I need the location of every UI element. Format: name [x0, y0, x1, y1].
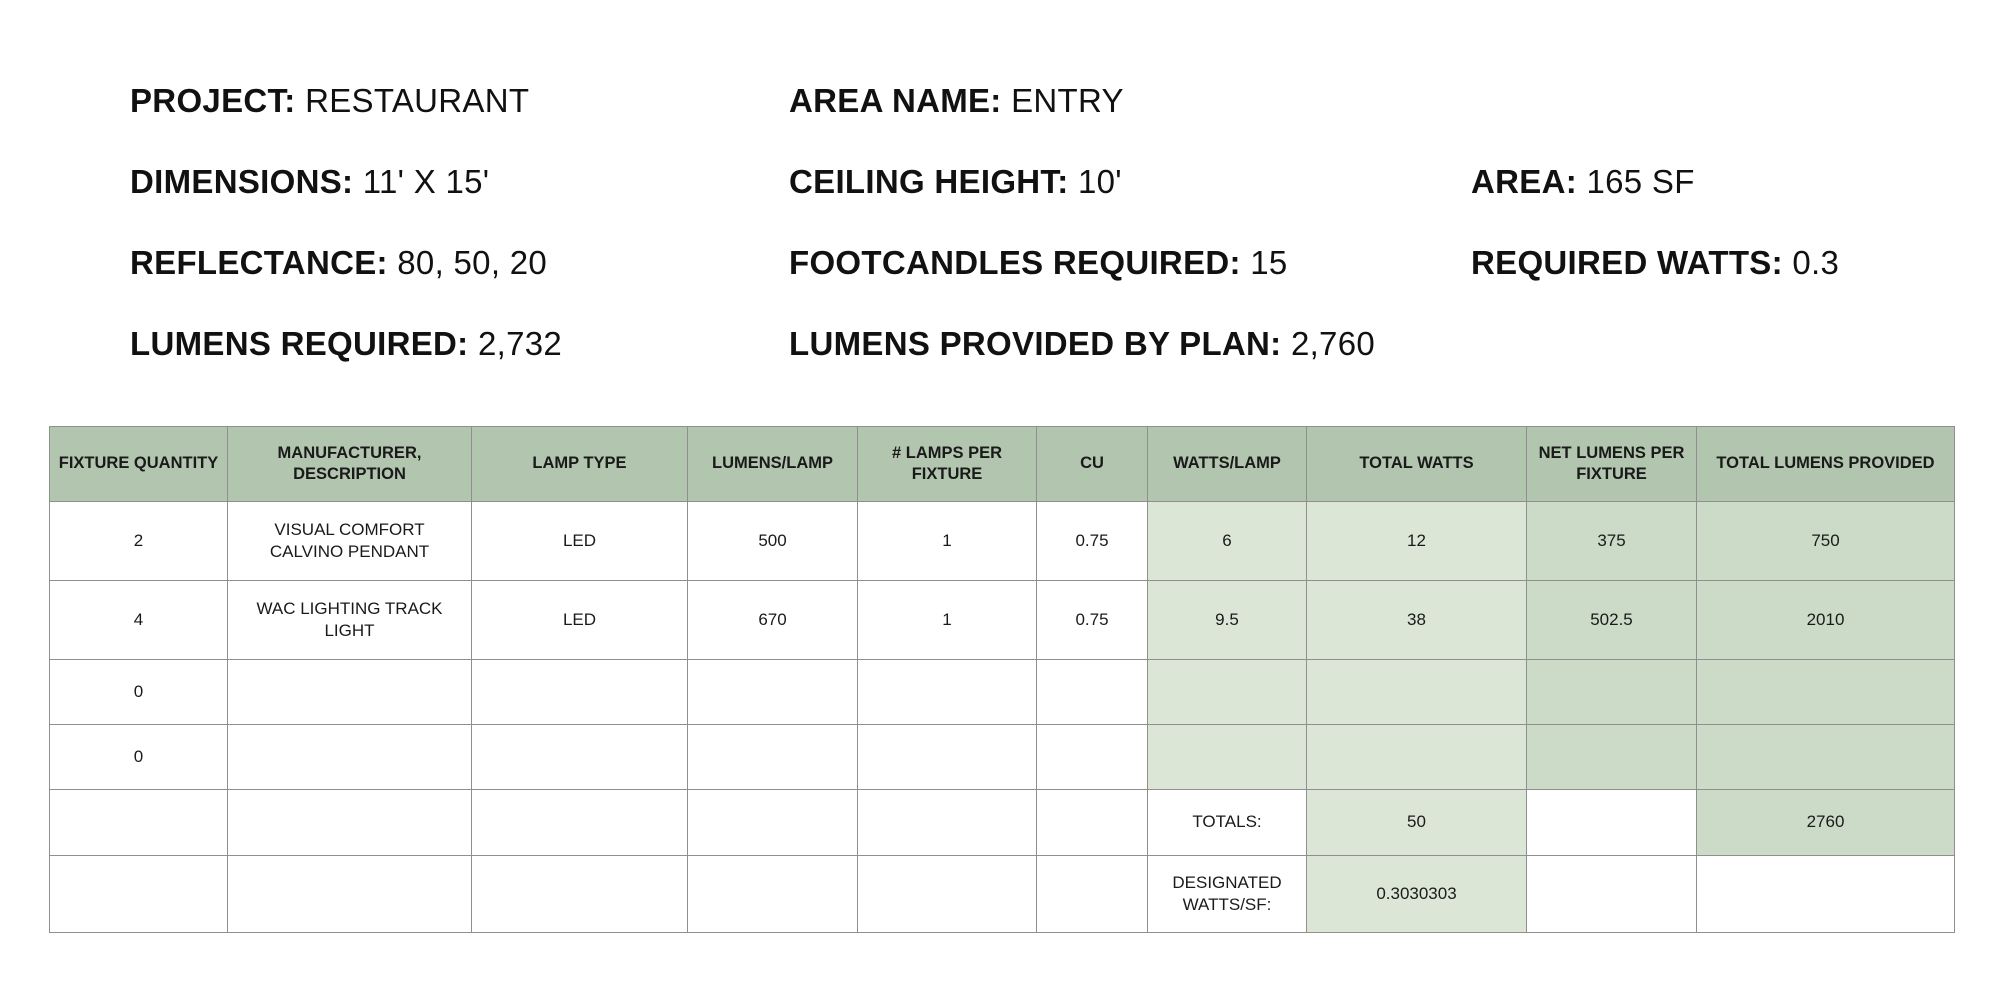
- table-cell: [472, 790, 688, 856]
- table-header-row: [50, 427, 1955, 502]
- table-cell: [1307, 660, 1527, 725]
- required-watts-value: 0.3: [1792, 244, 1840, 281]
- lumens-provided-field: [789, 325, 1375, 363]
- area-value: 165 SF: [1586, 163, 1695, 200]
- table-cell: 2010: [1697, 581, 1955, 660]
- table-cell: [1697, 660, 1955, 725]
- table-cell: [50, 856, 228, 933]
- summary-row-3: [130, 244, 1930, 325]
- required-watts-label: REQUIRED WATTS:: [1471, 244, 1783, 281]
- table-cell: 750: [1697, 502, 1955, 581]
- table-cell: [1527, 856, 1697, 933]
- table-cell: 1: [858, 581, 1037, 660]
- column-header: FIXTURE QUANTITY: [50, 427, 228, 502]
- footcandles-field: [789, 244, 1288, 282]
- table-cell: 0: [50, 725, 228, 790]
- table-cell: [688, 856, 858, 933]
- table-cell: 502.5: [1527, 581, 1697, 660]
- column-header: # LAMPS PER FIXTURE: [858, 427, 1037, 502]
- table-cell: [1037, 660, 1148, 725]
- table-cell: 6: [1148, 502, 1307, 581]
- table-cell: [858, 660, 1037, 725]
- table-cell: 500: [688, 502, 858, 581]
- project-field: [130, 82, 529, 120]
- table-cell: [472, 856, 688, 933]
- table-cell: [858, 790, 1037, 856]
- table-cell: WAC LIGHTING TRACK LIGHT: [228, 581, 472, 660]
- totals-row: [50, 790, 1955, 856]
- table-row: [50, 725, 1955, 790]
- table-cell: 38: [1307, 581, 1527, 660]
- project-label: PROJECT:: [130, 82, 296, 119]
- totals-label: TOTALS:: [1148, 790, 1307, 856]
- table-cell: LED: [472, 581, 688, 660]
- table-cell: [688, 725, 858, 790]
- lumens-provided-value: 2,760: [1290, 325, 1376, 362]
- table-cell: [1697, 856, 1955, 933]
- column-header: LAMP TYPE: [472, 427, 688, 502]
- summary-row-2: [130, 163, 1930, 244]
- column-header: TOTAL LUMENS PROVIDED: [1697, 427, 1955, 502]
- dimensions-label: DIMENSIONS:: [130, 163, 354, 200]
- table-cell: [1527, 725, 1697, 790]
- table-cell: [688, 660, 858, 725]
- table-cell: [1307, 725, 1527, 790]
- project-summary: [130, 82, 1930, 406]
- reflectance-label: REFLECTANCE:: [130, 244, 388, 281]
- ceiling-height-field: [789, 163, 1122, 201]
- area-label: AREA:: [1471, 163, 1577, 200]
- table-cell: VISUAL COMFORT CALVINO PENDANT: [228, 502, 472, 581]
- table-cell: [1527, 660, 1697, 725]
- table-cell: [858, 725, 1037, 790]
- column-header: NET LUMENS PER FIXTURE: [1527, 427, 1697, 502]
- total-watts-value: 50: [1307, 790, 1527, 856]
- area-name-value: ENTRY: [1011, 82, 1124, 119]
- dimensions-value: 11' X 15': [362, 163, 490, 200]
- table-cell: [688, 790, 858, 856]
- lumens-required-value: 2,732: [477, 325, 563, 362]
- table-cell: 1: [858, 502, 1037, 581]
- required-watts-field: [1471, 244, 1839, 282]
- table-cell: [1148, 660, 1307, 725]
- table-cell: 0: [50, 660, 228, 725]
- summary-row-4: [130, 325, 1930, 406]
- table-cell: [228, 725, 472, 790]
- column-header: MANUFACTURER, DESCRIPTION: [228, 427, 472, 502]
- column-header: TOTAL WATTS: [1307, 427, 1527, 502]
- table-cell: 670: [688, 581, 858, 660]
- table-row: [50, 660, 1955, 725]
- dimensions-field: [130, 163, 489, 201]
- table-cell: [1697, 725, 1955, 790]
- table-cell: 4: [50, 581, 228, 660]
- table-row: [50, 502, 1955, 581]
- summary-row-1: [130, 82, 1930, 163]
- lighting-calculation-table: [49, 426, 1955, 933]
- footcandles-value: 15: [1250, 244, 1288, 281]
- table-cell: [1527, 790, 1697, 856]
- table-cell: [1037, 856, 1148, 933]
- table-cell: [50, 790, 228, 856]
- lumens-provided-label: LUMENS PROVIDED BY PLAN:: [789, 325, 1282, 362]
- project-value: RESTAURANT: [305, 82, 530, 119]
- table-cell: [1037, 790, 1148, 856]
- table-cell: [228, 790, 472, 856]
- reflectance-field: [130, 244, 547, 282]
- column-header: LUMENS/LAMP: [688, 427, 858, 502]
- table-cell: [858, 856, 1037, 933]
- area-name-field: [789, 82, 1124, 120]
- designated-watts-value: 0.3030303: [1307, 856, 1527, 933]
- lumens-required-field: [130, 325, 562, 363]
- table-cell: [228, 660, 472, 725]
- designated-label: DESIGNATED WATTS/SF:: [1148, 856, 1307, 933]
- table-cell: 12: [1307, 502, 1527, 581]
- area-field: [1471, 163, 1695, 201]
- column-header: CU: [1037, 427, 1148, 502]
- footcandles-label: FOOTCANDLES REQUIRED:: [789, 244, 1241, 281]
- table-cell: [228, 856, 472, 933]
- lumens-required-label: LUMENS REQUIRED:: [130, 325, 469, 362]
- area-name-label: AREA NAME:: [789, 82, 1002, 119]
- table-cell: 0.75: [1037, 581, 1148, 660]
- table-cell: 9.5: [1148, 581, 1307, 660]
- table-cell: [472, 660, 688, 725]
- ceiling-height-label: CEILING HEIGHT:: [789, 163, 1069, 200]
- table-cell: [1037, 725, 1148, 790]
- column-header: WATTS/LAMP: [1148, 427, 1307, 502]
- reflectance-value: 80, 50, 20: [397, 244, 548, 281]
- total-lumens-value: 2760: [1697, 790, 1955, 856]
- ceiling-height-value: 10': [1077, 163, 1122, 200]
- table-cell: [1148, 725, 1307, 790]
- table-cell: LED: [472, 502, 688, 581]
- designated-row: [50, 856, 1955, 933]
- table-cell: [472, 725, 688, 790]
- table-cell: 2: [50, 502, 228, 581]
- table-cell: 375: [1527, 502, 1697, 581]
- table-cell: 0.75: [1037, 502, 1148, 581]
- table-row: [50, 581, 1955, 660]
